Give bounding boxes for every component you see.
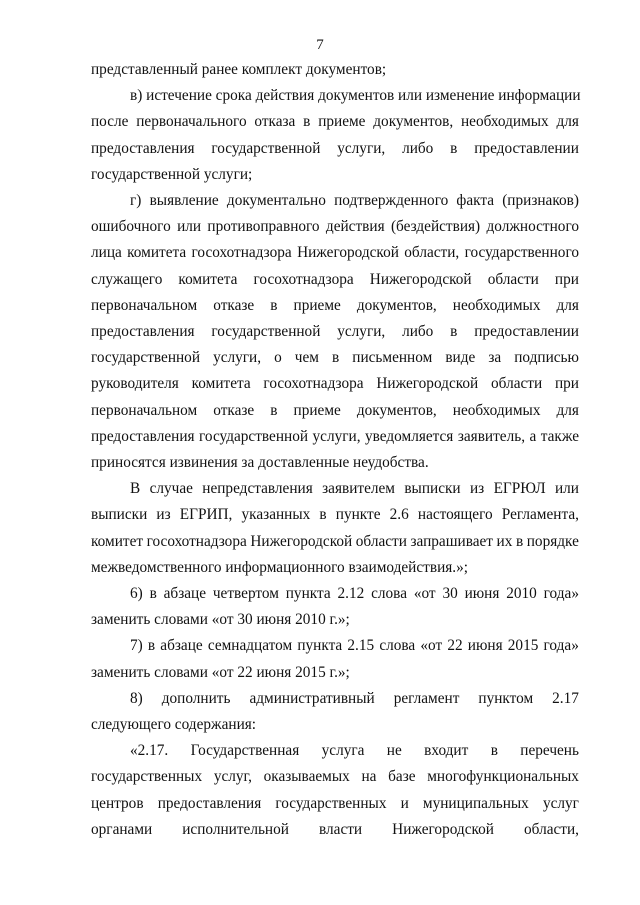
text-line-justified bbox=[91, 267, 579, 293]
word: их bbox=[496, 532, 513, 550]
word: предоставлении bbox=[474, 323, 579, 341]
word: о bbox=[274, 349, 282, 367]
text-line-justified bbox=[91, 109, 579, 135]
word: подтвержденного bbox=[334, 192, 449, 210]
text-line-justified bbox=[91, 529, 579, 555]
word: в bbox=[450, 323, 458, 341]
word: в bbox=[303, 113, 311, 131]
word: и bbox=[400, 794, 409, 812]
word: исполнительной bbox=[182, 820, 289, 838]
word: либо bbox=[402, 139, 434, 157]
word: приеме bbox=[293, 401, 341, 419]
text-line-justified bbox=[91, 214, 579, 240]
word: отказе bbox=[213, 296, 255, 314]
word: госохотнадзора bbox=[253, 270, 354, 288]
word: предоставления bbox=[91, 323, 195, 341]
word: Нижегородской bbox=[376, 375, 479, 393]
word: услуг, bbox=[213, 768, 252, 786]
word: области bbox=[491, 375, 543, 393]
paragraph-item-8 bbox=[91, 686, 579, 738]
paragraph-item-g bbox=[91, 188, 579, 476]
word: для bbox=[556, 296, 579, 314]
word: 2.12 bbox=[337, 585, 365, 603]
text-line-justified bbox=[91, 633, 579, 659]
word: г) bbox=[130, 192, 142, 210]
word: из bbox=[469, 480, 485, 498]
word: пункте bbox=[335, 506, 381, 524]
word: услуги, bbox=[337, 323, 386, 341]
word: первоначального bbox=[136, 113, 247, 131]
word: после bbox=[91, 113, 129, 131]
text-line-justified bbox=[91, 791, 579, 817]
word: необходимых bbox=[461, 113, 549, 131]
text-line: межведомственного информационного взаимодействия.»; bbox=[91, 558, 469, 576]
word: входит bbox=[424, 742, 469, 760]
word: необходимых bbox=[452, 401, 541, 419]
word: области bbox=[355, 532, 407, 550]
word: «от bbox=[413, 585, 436, 603]
word: из bbox=[156, 506, 171, 524]
text-line-justified bbox=[91, 686, 579, 712]
word: «2.17. bbox=[130, 742, 169, 760]
word: или bbox=[177, 218, 202, 236]
word: В bbox=[130, 480, 141, 498]
text-line-justified bbox=[91, 240, 579, 266]
word: при bbox=[554, 270, 579, 288]
word: письменном bbox=[352, 349, 433, 367]
word: комитета bbox=[191, 375, 251, 393]
word: служащего bbox=[91, 270, 163, 288]
word: 22 bbox=[447, 637, 463, 655]
word: в bbox=[270, 296, 278, 314]
word: ЕГРИП, bbox=[179, 506, 233, 524]
word: государственной bbox=[211, 139, 321, 157]
word: отказа bbox=[254, 113, 296, 131]
word: 8) bbox=[130, 689, 143, 707]
word: базе bbox=[388, 768, 416, 786]
word: предоставления bbox=[91, 427, 195, 445]
word: действия bbox=[325, 218, 385, 236]
word: 2.15 bbox=[347, 637, 375, 655]
word: государственных bbox=[275, 794, 387, 812]
word: или bbox=[554, 480, 579, 498]
text-line-justified bbox=[91, 764, 579, 790]
word: области bbox=[487, 270, 539, 288]
word: должностного bbox=[486, 218, 579, 236]
word: не bbox=[386, 742, 402, 760]
word: государственных bbox=[91, 768, 203, 786]
word: подписью bbox=[514, 349, 579, 367]
word: года» bbox=[543, 585, 579, 603]
word: семнадцатом bbox=[207, 637, 293, 655]
word: первоначальном bbox=[91, 296, 198, 314]
word: госохотнадзора bbox=[191, 244, 292, 262]
word: на bbox=[361, 768, 377, 786]
word: 2010 bbox=[506, 585, 537, 603]
word: 7) bbox=[130, 637, 143, 655]
word: комитета bbox=[178, 270, 238, 288]
text-line: в) истечение срока действия документов или изменение информации bbox=[130, 87, 581, 105]
word: государственной bbox=[211, 323, 321, 341]
word: услуги, bbox=[312, 427, 361, 445]
word: услуги, bbox=[337, 139, 386, 157]
word: услуга bbox=[321, 742, 365, 760]
word: приеме bbox=[293, 296, 341, 314]
word: центров bbox=[91, 794, 144, 812]
word: необходимых bbox=[452, 296, 541, 314]
text-line-justified bbox=[91, 188, 579, 214]
word: пункта bbox=[297, 637, 343, 655]
word: Государственная bbox=[190, 742, 300, 760]
word: противоправного bbox=[207, 218, 320, 236]
text-line-justified bbox=[91, 476, 579, 502]
paragraph-egrul bbox=[91, 476, 579, 581]
paragraph-2-17 bbox=[91, 738, 579, 843]
word: дополнить bbox=[161, 689, 231, 707]
word: руководителя bbox=[91, 375, 179, 393]
word: 6) bbox=[130, 585, 143, 603]
word: услуг bbox=[542, 794, 579, 812]
word: выписки bbox=[404, 480, 461, 498]
word: государственной bbox=[199, 427, 309, 445]
text-line: приносятся извинения за доставленные неудобства. bbox=[91, 454, 429, 472]
word: документов, bbox=[356, 296, 437, 314]
word: запрашивает bbox=[410, 532, 493, 550]
word: в bbox=[490, 742, 498, 760]
text-line-justified bbox=[91, 738, 579, 764]
word: слова bbox=[379, 637, 416, 655]
word: области, bbox=[524, 820, 579, 838]
word: пунктом bbox=[478, 689, 534, 707]
word: в bbox=[149, 585, 157, 603]
word: предоставления bbox=[157, 794, 262, 812]
text-line-justified bbox=[91, 817, 579, 843]
text-line: государственной услуги; bbox=[91, 165, 253, 183]
word: документов, bbox=[356, 401, 437, 419]
word: 2.6 bbox=[389, 506, 409, 524]
word: предоставления bbox=[91, 139, 195, 157]
document-body bbox=[91, 57, 579, 843]
word: уведомляется bbox=[365, 427, 454, 445]
word: ошибочного bbox=[91, 218, 171, 236]
word: абзаце bbox=[160, 637, 203, 655]
text-line-justified bbox=[91, 319, 579, 345]
word: ЕГРЮЛ bbox=[493, 480, 546, 498]
word: указанных bbox=[241, 506, 311, 524]
word: заявитель, bbox=[457, 427, 526, 445]
text-line-justified bbox=[91, 293, 579, 319]
word: выписки bbox=[91, 506, 148, 524]
text-line-justified bbox=[91, 398, 579, 424]
word: госохотнадзора bbox=[263, 375, 364, 393]
word: области, bbox=[404, 244, 460, 262]
paragraph-item-v bbox=[91, 83, 579, 188]
word: Нижегородской bbox=[250, 532, 353, 550]
word: Нижегородской bbox=[297, 244, 399, 262]
text-line: заменить словами «от 30 июня 2010 г.»; bbox=[91, 611, 350, 629]
word: муниципальных bbox=[422, 794, 529, 812]
word: в bbox=[319, 506, 327, 524]
paragraph-continuation bbox=[91, 57, 579, 83]
word: в bbox=[515, 532, 524, 550]
word: за bbox=[488, 349, 502, 367]
word: оказываемых bbox=[263, 768, 350, 786]
word: (признаков) bbox=[502, 192, 579, 210]
text-line-justified bbox=[91, 136, 579, 162]
word: для bbox=[556, 401, 579, 419]
word: власти bbox=[319, 820, 363, 838]
word: административный bbox=[249, 689, 375, 707]
text-line-justified bbox=[91, 424, 579, 450]
word: первоначальном bbox=[91, 401, 198, 419]
word: июня bbox=[467, 637, 503, 655]
word: комитета bbox=[127, 244, 187, 262]
word: также bbox=[540, 427, 579, 445]
text-line-justified bbox=[91, 502, 579, 528]
word: а bbox=[529, 427, 537, 445]
word: документально bbox=[226, 192, 326, 210]
text-line-justified bbox=[91, 345, 579, 371]
word: услуги, bbox=[213, 349, 262, 367]
word: регламент bbox=[393, 689, 460, 707]
word: настоящего bbox=[417, 506, 493, 524]
word: пункта bbox=[285, 585, 331, 603]
word: лица bbox=[91, 244, 122, 262]
word: предоставлении bbox=[474, 139, 579, 157]
word: в bbox=[450, 139, 458, 157]
word: в bbox=[147, 637, 156, 655]
word: приеме bbox=[318, 113, 366, 131]
word: Нижегородской bbox=[392, 820, 494, 838]
word: четвертом bbox=[212, 585, 279, 603]
word: в bbox=[270, 401, 278, 419]
word: органами bbox=[91, 820, 153, 838]
word: документов, bbox=[373, 113, 454, 131]
word: порядке bbox=[526, 532, 579, 550]
word: отказе bbox=[213, 401, 255, 419]
word: 2015 bbox=[507, 637, 539, 655]
word: перечень bbox=[520, 742, 579, 760]
word: «от bbox=[420, 637, 443, 655]
text-line: заменить словами «от 22 июня 2015 г.»; bbox=[91, 663, 350, 681]
word: для bbox=[556, 113, 579, 131]
word: государственной bbox=[91, 349, 201, 367]
word: чем bbox=[294, 349, 319, 367]
word: слова bbox=[371, 585, 407, 603]
word: непредставления bbox=[202, 480, 313, 498]
text-line-justified bbox=[91, 581, 579, 607]
word: государственного bbox=[464, 244, 579, 262]
word: при bbox=[554, 375, 579, 393]
word: в bbox=[332, 349, 340, 367]
word: заявителем bbox=[322, 480, 395, 498]
word: июня bbox=[464, 585, 500, 603]
page-number: 7 bbox=[316, 37, 324, 53]
word: случае bbox=[149, 480, 193, 498]
word: факта bbox=[456, 192, 495, 210]
paragraph-item-6 bbox=[91, 581, 579, 633]
text-line-justified bbox=[91, 371, 579, 397]
word: виде bbox=[445, 349, 476, 367]
word: абзаце bbox=[163, 585, 207, 603]
paragraph-item-7 bbox=[91, 633, 579, 685]
word: либо bbox=[402, 323, 434, 341]
word: многофункциональных bbox=[427, 768, 579, 786]
word: года» bbox=[543, 637, 579, 655]
word: 2.17 bbox=[552, 689, 579, 707]
word: Регламента, bbox=[501, 506, 579, 524]
word: (бездействия) bbox=[390, 218, 481, 236]
word: госохотнадзора bbox=[146, 532, 247, 550]
text-line: представленный ранее комплект документов; bbox=[91, 61, 387, 78]
text-line: следующего содержания: bbox=[91, 716, 257, 734]
word: выявление bbox=[149, 192, 219, 210]
word: Нижегородской bbox=[369, 270, 472, 288]
word: 30 bbox=[442, 585, 458, 603]
word: комитет bbox=[91, 532, 144, 550]
